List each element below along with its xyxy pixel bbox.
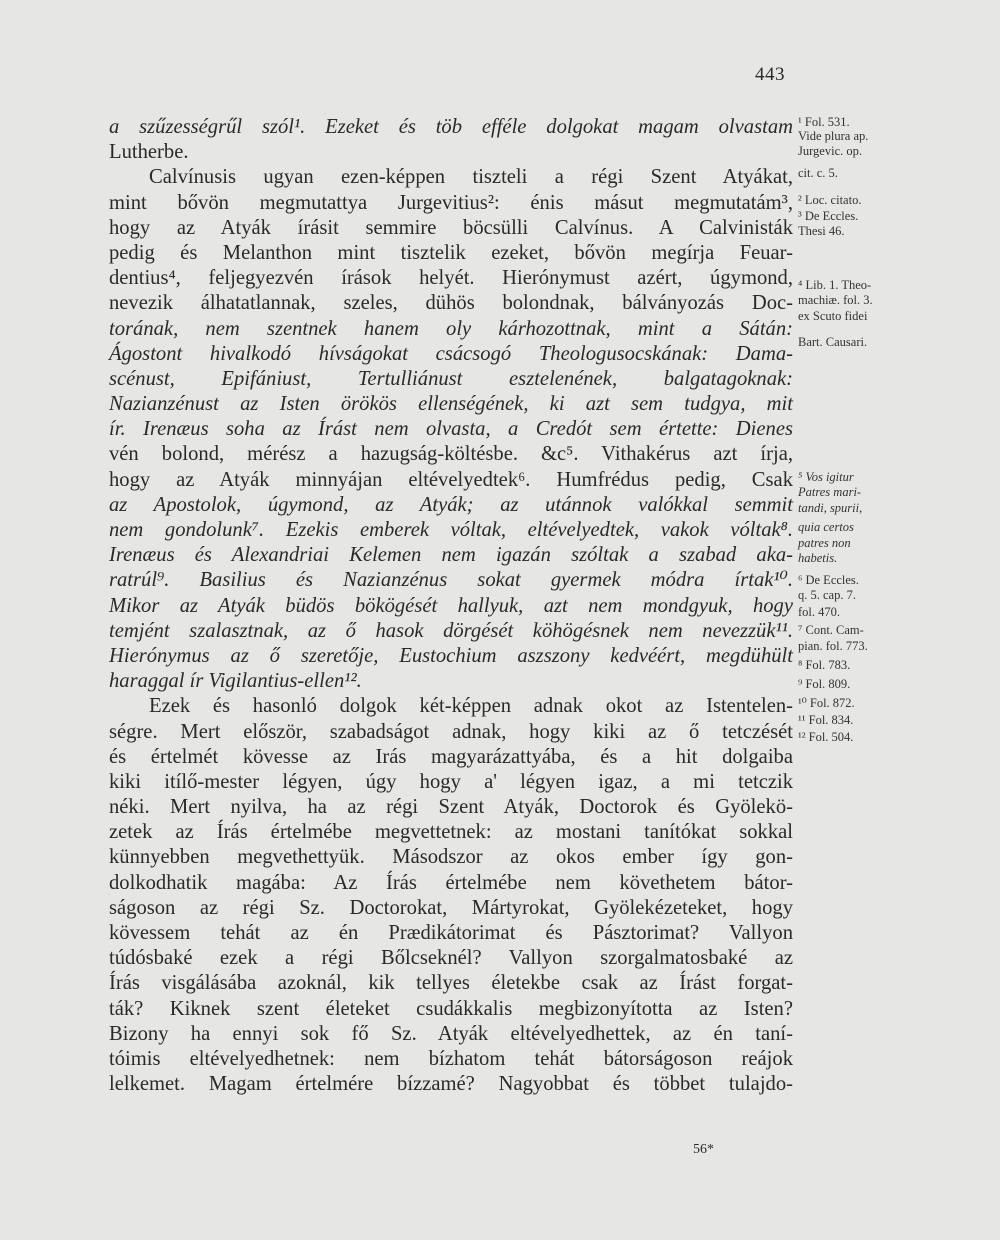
margin-note: ² Loc. citato.	[798, 193, 862, 207]
text-line: pedig és Melanthon mint tisztelik ezeket, bővön megírja Feuar-	[109, 241, 793, 264]
margin-note: Patres mari-	[798, 485, 862, 499]
page-number: 443	[755, 64, 785, 85]
text-line: mint bővön megmutattya Jurgevitius²: énis másut megmutatám³,	[109, 191, 793, 214]
text-line: künnyebben megvethettyük. Másodszor az okos ember így gon-	[109, 846, 793, 869]
margin-note: ⁹ Fol. 809.	[798, 677, 851, 691]
margin-note: ¹¹ Fol. 834.	[798, 713, 854, 727]
text-line: lelkemet. Magam értelmére bízzamé? Nagyobbat és többet tulajdo-	[109, 1073, 793, 1096]
text-line: túdósbaké ezek a régi Bőlcseknél? Vallyon szorgalmatosbaké az	[109, 947, 793, 970]
text-line: néki. Mert nyilva, ha az régi Szent Atyák, Doctorok és Gyölekö-	[109, 796, 793, 819]
text-line: Nazianzénust az Isten örökös ellenségének, ki azt sem tudgya, mit	[109, 393, 793, 416]
text-line: zetek az Írás értelmébe megvettetnek: az mostani tanítókat sokkal	[109, 821, 793, 844]
text-line: vén bolond, mérész a hazugság-költésbe. &c⁵. Vithakérus azt írja,	[109, 443, 793, 466]
text-line: az Apostolok, úgymond, az Atyák; az utánnok valókkal semmit	[109, 493, 793, 516]
margin-note: fol. 470.	[798, 605, 841, 619]
text-line: ségre. Mert először, szabadságot adnak, hogy kiki az ő tetczését	[109, 720, 793, 743]
text-line: haraggal ír Vigilantius-ellen¹².	[109, 670, 362, 693]
text-line: ták? Kiknek szent életeket csudákkalis megbizonyította az Isten?	[109, 997, 793, 1020]
margin-note: quia certos	[798, 520, 854, 534]
margin-note: machiæ. fol. 3.	[798, 293, 873, 307]
text-line: scénust, Epifániust, Tertulliánust esztelenének, balgatagoknak:	[109, 367, 793, 390]
margin-note: ex Scuto fidei	[798, 309, 868, 323]
text-line: Calvínusis ugyan ezen-képpen tiszteli a régi Szent Atyákat,	[149, 166, 793, 189]
margin-note: ⁴ Lib. 1. Theo-	[798, 278, 872, 292]
margin-note: cit. c. 5.	[798, 166, 838, 180]
text-line: a szűzességrűl szól¹. Ezeket és töb efféle dolgokat magam olvastam	[109, 116, 793, 138]
margin-note: tandi, spurii,	[798, 501, 863, 515]
text-line: hogy az Atyák minnyájan eltévelyedtek⁶. Humfrédus pedig, Csak	[109, 468, 793, 491]
text-line: Ágostont hivalkodó hívságokat csácsogó Theologusocskának: Dama-	[109, 342, 793, 365]
text-line: Lutherbe.	[109, 141, 189, 164]
text-line: Irenæus és Alexandriai Kelemen nem igazán szóltak a szabad aka-	[109, 544, 793, 567]
text-line: ratrúl⁹. Basilius és Nazianzénus sokat gyermek módra írtak¹⁰.	[109, 569, 793, 592]
margin-note: ¹⁰ Fol. 872.	[798, 696, 855, 710]
margin-note: q. 5. cap. 7.	[798, 588, 856, 602]
margin-note: pian. fol. 773.	[798, 639, 868, 653]
text-line: temjént szalasztnak, az ő hasok dörgését köhögésnek nem nevezzük¹¹.	[109, 619, 793, 642]
margin-note: patres non	[798, 536, 851, 550]
margin-note: ¹² Fol. 504.	[798, 730, 854, 744]
margin-note: ³ De Eccles.	[798, 209, 859, 223]
text-line: dolkodhatik magába: Az Írás értelmébe nem követhetem bátor-	[109, 871, 793, 894]
text-line: dentius⁴, feljegyezvén írások helyét. Hierónymust azért, úgymond,	[109, 267, 793, 290]
margin-note: Jurgevic. op.	[798, 144, 862, 158]
margin-note: habetis.	[798, 551, 838, 565]
text-line: Ezek és hasonló dolgok két-képpen adnak okot az Istentelen-	[149, 695, 793, 718]
text-line: Mikor az Atyák büdös bökögését hallyuk, azt nem mondgyuk, hogy	[109, 594, 793, 617]
text-line: Hierónymus az ő szeretője, Eustochium aszszony kedvéért, megdühült	[109, 644, 793, 667]
main-text	[109, 115, 793, 1097]
signature-mark: 56*	[693, 1142, 714, 1157]
margin-note: Bart. Causari.	[798, 335, 868, 349]
margin-note: ⁸ Fol. 783.	[798, 658, 851, 672]
text-line: torának, nem szentnek hanem oly kárhozottnak, mint a Sátán:	[109, 317, 793, 340]
margin-note: Thesi 46.	[798, 224, 845, 238]
text-line: kövessem tehát az én Prædikátorimat és Pásztorimat? Vallyon	[109, 922, 793, 944]
text-line: nem gondolunk⁷. Ezekis emberek vóltak, eltévelyedtek, vakok vóltak⁸.	[109, 519, 793, 541]
margin-note: ⁷ Cont. Cam-	[798, 623, 864, 637]
text-line: kiki itílő-mester légyen, úgy hogy a' légyen igaz, a mi tetczik	[109, 770, 793, 793]
text-line: ságoson az régi Sz. Doctorokat, Mártyrokat, Gyölekézeteket, hogy	[109, 896, 793, 919]
text-line: nevezik álhatatlannak, szeles, dühös bolondnak, bálványozás Doc-	[109, 292, 793, 315]
margin-note: ⁶ De Eccles.	[798, 573, 859, 587]
text-line: Írás visgálásába azoknál, kik tellyes életekbe csak az Írást forgat-	[109, 972, 793, 995]
text-line: tóimis eltévelyedhetnek: nem bízhatom tehát bátorságoson reájok	[109, 1047, 793, 1070]
text-line: hogy az Atyák írásit semmire böcsülli Calvínus. A Calvinisták	[109, 216, 793, 239]
margin-note: ¹ Fol. 531.	[798, 115, 850, 129]
text-line: ír. Irenæus soha az Írást nem olvasta, a Credót sem értette: Dienes	[109, 418, 793, 441]
margin-note: ⁵ Vos igitur	[798, 470, 854, 484]
margin-note: Vide plura ap.	[798, 129, 869, 143]
text-line: Bizony ha ennyi sok fő Sz. Atyák eltévelyedhettek, az én taní-	[109, 1022, 793, 1045]
text-line: és értelmét kövesse az Irás magyarázattyába, és a hit dolgaiba	[109, 745, 793, 768]
